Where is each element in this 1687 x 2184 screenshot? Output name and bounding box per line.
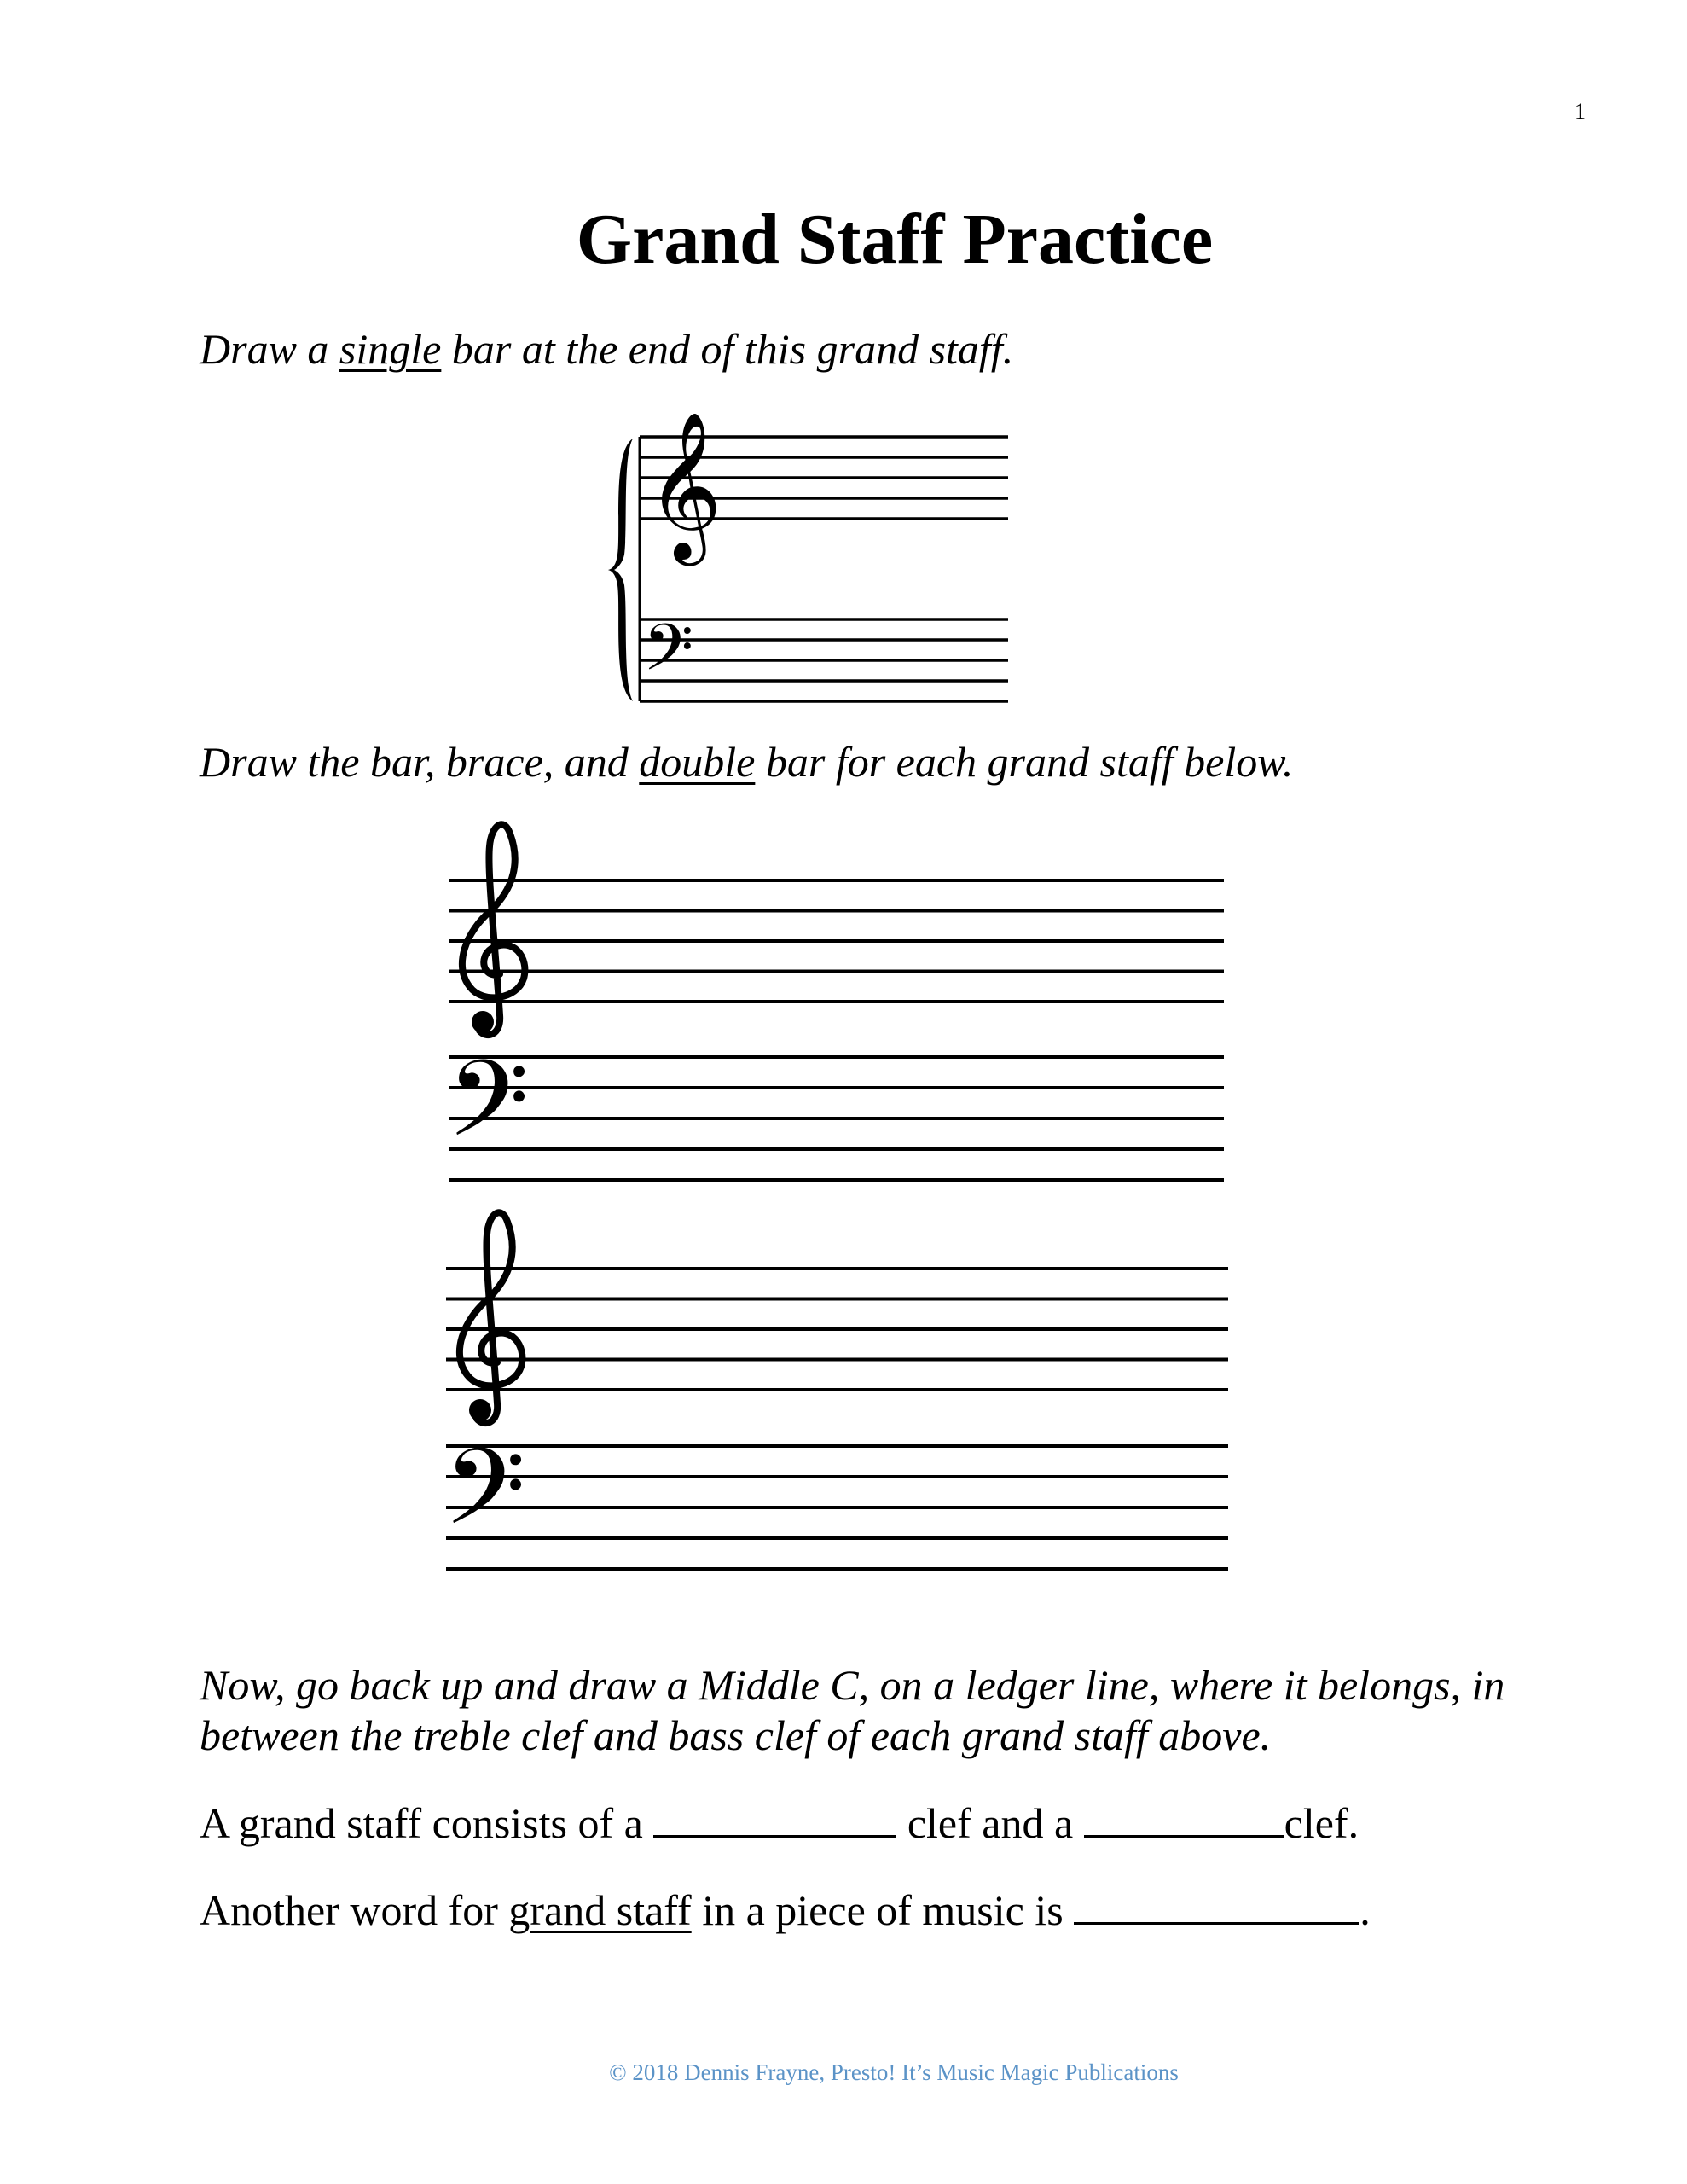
instruction-emphasis: double bbox=[639, 738, 756, 786]
instruction-middle-c-line2: between the treble clef and bass clef of each grand staff above. bbox=[200, 1711, 1272, 1759]
bass-clef-icon: 𝄢 bbox=[643, 610, 694, 701]
copyright-footer: © 2018 Dennis Frayne, Presto! It’s Music Magic Publications bbox=[609, 2059, 1179, 2085]
instruction-text: bar at the end of this grand staff. bbox=[441, 325, 1014, 373]
treble-clef-icon: 𝄞 bbox=[646, 411, 722, 560]
question-emphasis: grand staff bbox=[508, 1886, 692, 1934]
instruction-text: Draw the bar, brace, and bbox=[200, 738, 640, 786]
instruction-text: bar for each grand staff below. bbox=[755, 738, 1294, 786]
page-title: Grand Staff Practice bbox=[576, 200, 1214, 279]
brace-icon bbox=[607, 439, 633, 701]
question-text: in a piece of music is bbox=[691, 1886, 1075, 1934]
treble-clef-dot bbox=[469, 1399, 491, 1421]
instruction-emphasis: single bbox=[339, 325, 442, 373]
treble-clef-icon bbox=[460, 1212, 523, 1423]
treble-clef-stroke bbox=[462, 824, 525, 1035]
question-text: Another word for bbox=[200, 1886, 509, 1934]
bass-clef-icon: 𝄢 bbox=[447, 1038, 530, 1187]
question-text: clef and a bbox=[896, 1799, 1084, 1847]
bass-clef-icon: 𝄢 bbox=[443, 1426, 526, 1575]
page-number: 1 bbox=[1574, 99, 1586, 124]
instruction-text: Draw a bbox=[200, 325, 339, 373]
treble-clef-dot bbox=[472, 1011, 494, 1033]
question-text: clef. bbox=[1284, 1799, 1359, 1847]
question-text: A grand staff consists of a bbox=[200, 1799, 654, 1847]
treble-clef-stroke bbox=[460, 1212, 523, 1423]
treble-clef-icon bbox=[462, 824, 525, 1035]
question-text: . bbox=[1359, 1886, 1371, 1934]
instruction-middle-c-line1: Now, go back up and draw a Middle C, on a ledger line, where it belongs, in bbox=[200, 1661, 1505, 1709]
